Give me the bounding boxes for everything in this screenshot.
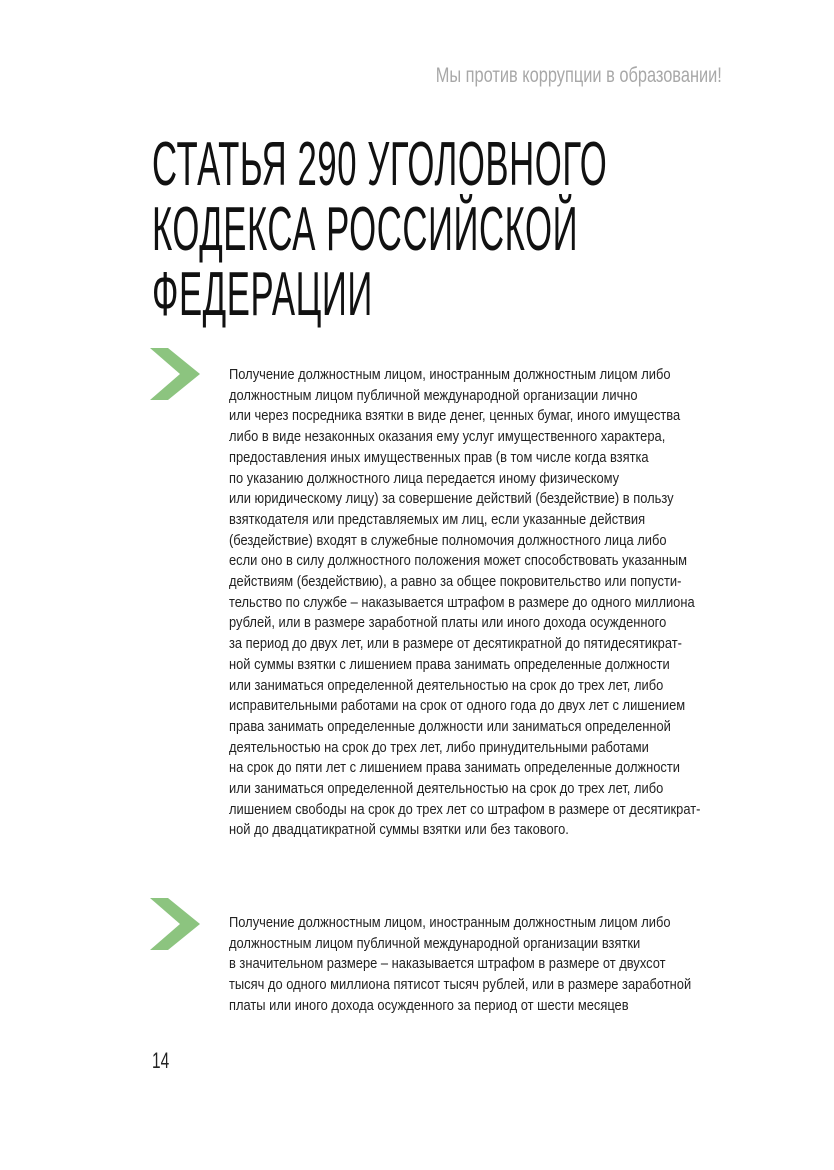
title-line: КОДЕКСА РОССИЙСКОЙ (152, 195, 579, 264)
text-line: либо в виде незаконных оказания ему услуг имущественного характера, (229, 428, 666, 446)
text-line: ной суммы взятки с лишением права занимать определенные должности (229, 655, 670, 673)
text-line: тысяч до одного миллиона пятисот тысяч рублей, или в размере заработной (229, 976, 692, 994)
text-line: (бездействие) входят в служебные полномочия должностного лица либо (229, 531, 667, 549)
text-line: исправительными работами на срок от одного года до двух лет с лишением (229, 697, 686, 715)
text-line: Получение должностным лицом, иностранным должностным лицом либо (229, 914, 671, 931)
text-line: платы или иного дохода осужденного за период от шести месяцев (229, 996, 629, 1014)
text-line: должностным лицом публичной международной организации лично (229, 386, 638, 404)
paragraph-1 (229, 365, 777, 841)
page-title (152, 132, 834, 327)
paragraph-2 (229, 913, 766, 1017)
title-line: ФЕДЕРАЦИИ (152, 260, 373, 329)
chevron-right-icon (150, 898, 200, 950)
text-line: за период до двух лет, или в размере от десятикратной до пятидесятикрат- (229, 635, 682, 653)
text-line: или через посредника взятки в виде денег, ценных бумаг, иного имущества (229, 407, 681, 425)
text-line: на срок до пяти лет с лишением права занимать определенные должности (229, 759, 680, 777)
page-number: 14 (152, 1048, 170, 1073)
text-line: если оно в силу должностного положения может способствовать указанным (229, 552, 687, 570)
text-line: ной до двадцатикратной суммы взятки или без такового. (229, 821, 569, 839)
text-line: тельство по службе – наказывается штрафом в размере до одного миллиона (229, 593, 695, 611)
text-line: Получение должностным лицом, иностранным должностным лицом либо (229, 366, 671, 383)
text-line: предоставления иных имущественных прав (в том числе когда взятка (229, 448, 649, 466)
running-header: Мы против коррупции в образовании! (435, 64, 722, 87)
text-line: должностным лицом публичной международной организации взятки (229, 934, 641, 952)
text-line: или заниматься определенной деятельностью на срок до трех лет, либо (229, 780, 664, 798)
text-line: в значительном размере – наказывается штрафом в размере от двухсот (229, 955, 666, 973)
text-line: по указанию должностного лица передается иному физическому (229, 469, 620, 487)
text-line: лишением свободы на срок до трех лет со штрафом в размере от десятикрат- (229, 800, 701, 818)
text-line: права занимать определенные должности или заниматься определенной (229, 717, 671, 735)
text-line: рублей, или в размере заработной платы или иного дохода осужденного (229, 614, 667, 632)
text-line: деятельностью на срок до трех лет, либо принудительными работами (229, 738, 649, 756)
text-line: действиям (бездействию), а равно за общее покровительство или попусти- (229, 573, 682, 591)
title-line: СТАТЬЯ 290 УГОЛОВНОГО (152, 130, 608, 199)
text-line: или юридическому лицу) за совершение действий (бездействие) в пользу (229, 490, 674, 508)
chevron-right-icon (150, 348, 200, 400)
text-line: или заниматься определенной деятельностью на срок до трех лет, либо (229, 676, 664, 694)
text-line: взяткодателя или представляемых им лиц, если указанные действия (229, 510, 646, 528)
